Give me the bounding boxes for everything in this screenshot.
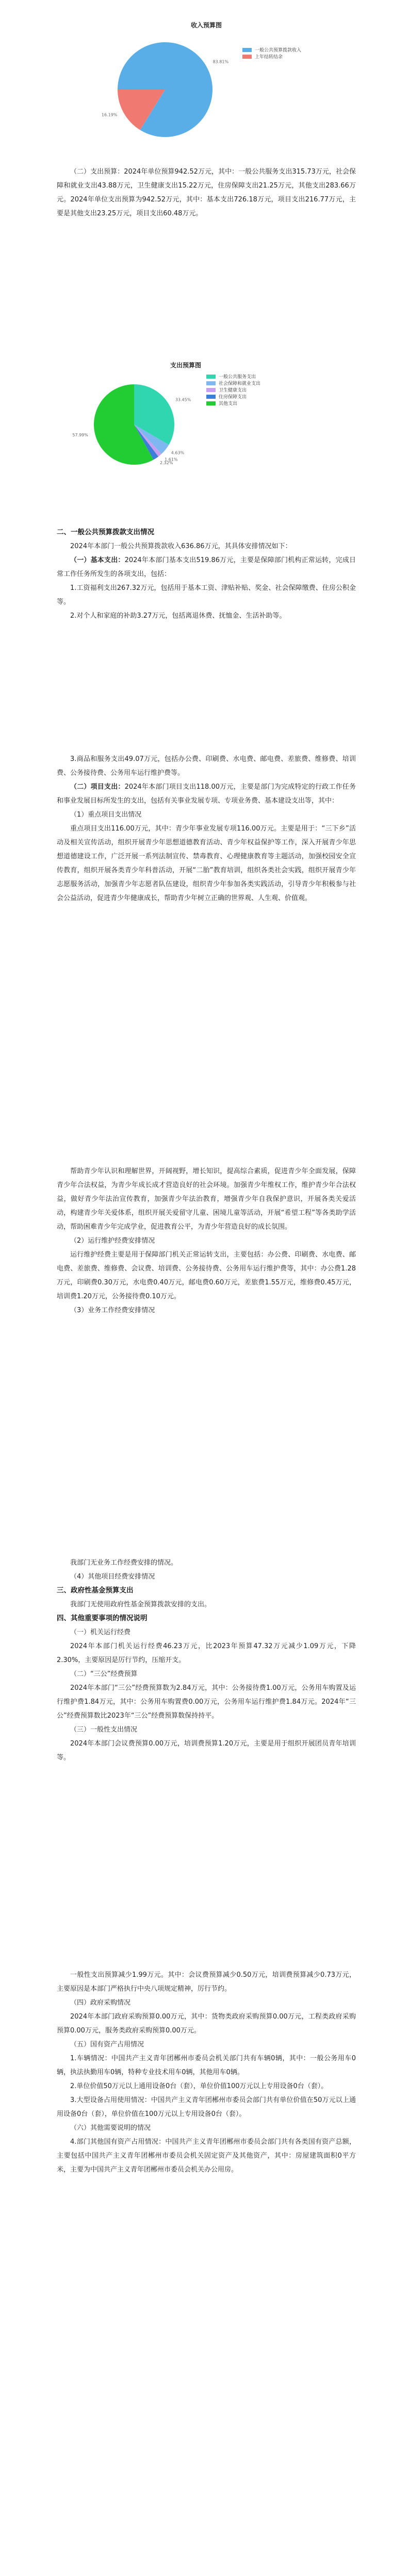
- general-budget-section: [57, 526, 356, 623]
- operation-fund-heading: （2）运行维护经费安排情况: [70, 1237, 155, 1245]
- key-project-body: 重点项目支出116.00万元，其中：青少年事业发展专项116.00万元。主要是用于：“三下乡”活动及相关宣传活动，组织开展青少年思想道德教育活动、青少年权益保护等工作，深入开展青少年思想道德建设工作，广泛开展一系列法制宣传、禁毒教育、心理健康教育等主题活动，加强校园安全宣传教育，组织开展各类青少年科普活动，开展“二胎”教育培训，组织各类社会实践，组织开展青少年志愿服务活动，加强青少年志愿者队伍建设，组织青少年参加各类实践活动，引导青少年积极参与社会公益活动，促进青少年健康成长，帮助青少年树立正确的世界观、人生观、价值观。: [57, 825, 356, 902]
- other-project-heading: （4）其他项目经费安排情况: [70, 1573, 155, 1581]
- income-legend-item: [242, 46, 301, 53]
- procurement-heading: （四）政府采购情况: [70, 1999, 131, 2007]
- business-fund-section: [57, 1556, 356, 1765]
- income-slice-label-1: 16.19%: [101, 112, 118, 117]
- income-legend: [242, 46, 301, 60]
- general-budget-heading: 二、一般公共预算拨款支出情况: [57, 528, 154, 536]
- expense-pie-chart: [52, 361, 361, 489]
- income-legend-label: 上年结转结余: [255, 55, 283, 60]
- income-legend-swatch: [242, 48, 252, 52]
- expense-legend: [206, 373, 260, 406]
- expense-slice-label-2: 1.61%: [165, 457, 178, 462]
- expense-legend-label: 一般公共服务支出: [219, 375, 256, 380]
- income-legend-item: [242, 53, 301, 60]
- expense-summary-paragraph: （二）支出预算：2024年单位预算942.52万元，其中：一般公共服务支出315.73万元，社会保障和就业支出43.88万元，卫生健康支出15.22万元，住房保障支出21.25万元，其他支出283.66万元。2024年单位支出预算为942.52万元，其中：基本支出726.18万元，项目支出216.77万元，主要是其他支出23.25万元，项目支出60.48万元。: [57, 168, 356, 217]
- assets-body-1: 1.车辆情况：中国共产主义青年团郴州市委员会机关部门共有车辆0辆，其中：一般公务用车0辆，执法执勤用车0辆，特种专业技术用车0辆，其他用车0辆。: [57, 2055, 356, 2076]
- general-budget-summary: 2024年本部门一般公共预算拨款收入636.86万元，其具体安排情况如下：: [70, 543, 292, 550]
- income-chart-title: 收入预算图: [191, 22, 222, 29]
- expense-legend-swatch: [206, 388, 216, 392]
- later-section: [57, 1968, 356, 2177]
- basic-expense-paragraph: [57, 553, 356, 581]
- assets-heading: （五）国有资产占用情况: [70, 2041, 144, 2048]
- expense-legend-swatch: [206, 401, 216, 405]
- gov-fund-body: 我部门无使用政府性基金预算拨款安排的支出。: [70, 1601, 211, 1608]
- project-expense-paragraph: [57, 780, 356, 808]
- basic-expense-continued: [57, 752, 356, 905]
- three-public-body: 2024年本部门“三公”经费预算数为2.84万元，其中：公务接待费1.00万元，公务用车购置及运行维护费1.84万元，其中：公务用车购置费0.00万元，公务用车运行维护费1.84万元。2024年“三公”经费预算数比2023年“三公”经费预算数保持持平。: [57, 1684, 356, 1720]
- admin-cost-heading: （一）机关运行经费: [70, 1629, 131, 1636]
- general-expense-heading: （三）一般性支出情况: [70, 1726, 138, 1734]
- project-expense-body: 2024年本部门项目支出118.00万元，主要是部门为完成特定的行政工作任务和事业发展目标所发生的支出，包括有关事业发展专项、专项业务费、基本建设支出等，其中：: [57, 783, 356, 805]
- business-fund-heading: （3）业务工作经费安排情况: [70, 1307, 155, 1314]
- general-expense-tail: 一般性支出预算减少1.99万元。其中：会议费预算减少0.50万元，培训费预算减少0.73万元，主要原因是本部门严格执行中央八项规定精神，厉行节约。: [57, 1971, 356, 1993]
- key-project-heading: （1）重点项目支出情况: [70, 811, 142, 819]
- expense-legend-label: 社会保障和就业支出: [219, 381, 261, 386]
- income-slice-label-0: 83.81%: [212, 59, 229, 64]
- expense-slice-label-3: 2.32%: [160, 461, 173, 466]
- expense-legend-item: [206, 373, 260, 380]
- admin-cost-body: 2024年本部门机关运行经费46.23万元，比2023年预算47.32万元减少1.09万元，下降2.30%，主要原因是厉行节约，压缩开支。: [57, 1642, 356, 1664]
- basic-expense-title: （一）基本支出：: [70, 556, 125, 564]
- basic-expense-body: 2024年本部门基本支出519.86万元，主要是保障部门机构正常运转，完成日常工作任务所发生的各项支出，包括：: [57, 556, 356, 578]
- assets-body-3: 3.大型设备占用使用情况：中国共产主义青年团郴州市委员会部门共有单位价值在50万元以上通用设备0台（套），单位价值在100万元以上专用设备0台（套）。: [57, 2096, 356, 2118]
- expense-legend-label: 住房保障支出: [219, 395, 247, 400]
- gov-fund-heading: 三、政府性基金预算支出: [57, 1586, 134, 1595]
- expense-legend-item: [206, 400, 260, 406]
- expense-legend-item: [206, 393, 260, 400]
- other-matters-heading: 四、其他重要事项的情况说明: [57, 1614, 148, 1622]
- expense-legend-label: 其他支出: [219, 401, 238, 406]
- expense-summary-section: [57, 165, 356, 221]
- expense-chart-title: 支出预算图: [170, 362, 202, 369]
- assets-body-2: 2.单位价值50万元以上通用设备0台（套），单位价值100万元以上专用设备0台（套）。: [70, 2082, 328, 2090]
- expense-legend-item: [206, 386, 260, 393]
- general-expense-body: 2024年本部门会议费预算0.00万元，培训费预算1.20万元，主要是用于组织开展团员青年培训等。: [57, 1740, 356, 1761]
- expense-legend-swatch: [206, 395, 216, 399]
- key-project-tail: 帮助青少年认识和理解世界，开阔视野，增长知识，提高综合素质，促进青少年全面发展，保障青少年合法权益，为青少年成长成才营造良好的社会环境。加强青少年维权工作，维护青少年合法权益，做好青少年法治宣传教育，加强青少年法治教育，增强青少年自我保护意识，开展各类关爱活动，构建青少年关爱体系，组织开展关爱留守儿童、困境儿童等活动，开展“希望工程”等各类助学活动，帮助困难青少年完成学业，促进教育公平，为青少年营造良好的成长氛围。: [57, 1167, 356, 1231]
- expense-legend-label: 卫生健康支出: [219, 388, 247, 393]
- expense-legend-swatch: [206, 375, 216, 379]
- expense-slice-label-0: 33.45%: [175, 397, 191, 402]
- three-public-heading: （二）“三公”经费预算: [70, 1670, 138, 1678]
- project-expense-title: （二）项目支出：: [70, 783, 125, 791]
- other-info-body: 4.部门其他国有资产占用情况：中国共产主义青年团郴州市委员会部门共有各类国有资产总额，主要包括中国共产主义青年团郴州市委员会机关固定资产及其他资产，其中：房屋建筑面积0平方米，主要为中国共产主义青年团郴州市委员会机关办公用房。: [57, 2138, 356, 2174]
- basic-expense-item-3: 3.商品和服务支出49.07万元，包括办公费、印刷费、水电费、邮电费、差旅费、维修费、培训费、公务接待费、公务用车运行维护费等。: [57, 755, 356, 777]
- business-fund-body: 我部门无业务工作经费安排的情况。: [70, 1559, 178, 1567]
- operation-fund-body: 运行维护经费主要是用于保障部门机关正常运转支出，主要包括：办公费、印刷费、水电费、邮电费、差旅费、维修费、会议费、培训费、公务接待费、公务用车运行维护费等，其中：办公费1.28万元，印刷费0.30万元，水电费0.40万元，邮电费0.60万元，差旅费1.55万元，维修费0.45万元，培训费1.20万元，公务接待费0.10万元。: [57, 1251, 356, 1300]
- expense-legend-swatch: [206, 381, 216, 385]
- income-legend-swatch: [242, 55, 252, 59]
- expense-slice-label-4: 57.99%: [72, 432, 88, 437]
- procurement-body: 2024年本部门政府采购预算0.00万元，其中：货物类政府采购预算0.00万元，工程类政府采购预算0.00万元，服务类政府采购预算0.00万元。: [57, 2013, 356, 2035]
- other-info-heading: （六）其他需要说明的情况: [70, 2124, 151, 2132]
- expense-legend-item: [206, 380, 260, 386]
- income-pie-svg: [52, 28, 361, 151]
- basic-expense-item-2: 2.对个人和家庭的补助3.27万元，包括离退休费、抚恤金、生活补助等。: [70, 612, 286, 620]
- income-legend-label: 一般公共预算拨款收入: [255, 48, 302, 53]
- basic-expense-item-1: 1.工资福利支出267.32万元，包括用于基本工资、津贴补贴、奖金、社会保障缴费、住房公积金等。: [57, 584, 356, 606]
- project-continued-section: [57, 1164, 356, 1317]
- income-pie-chart: [52, 21, 361, 155]
- expense-slice-label-1: 4.63%: [171, 450, 185, 455]
